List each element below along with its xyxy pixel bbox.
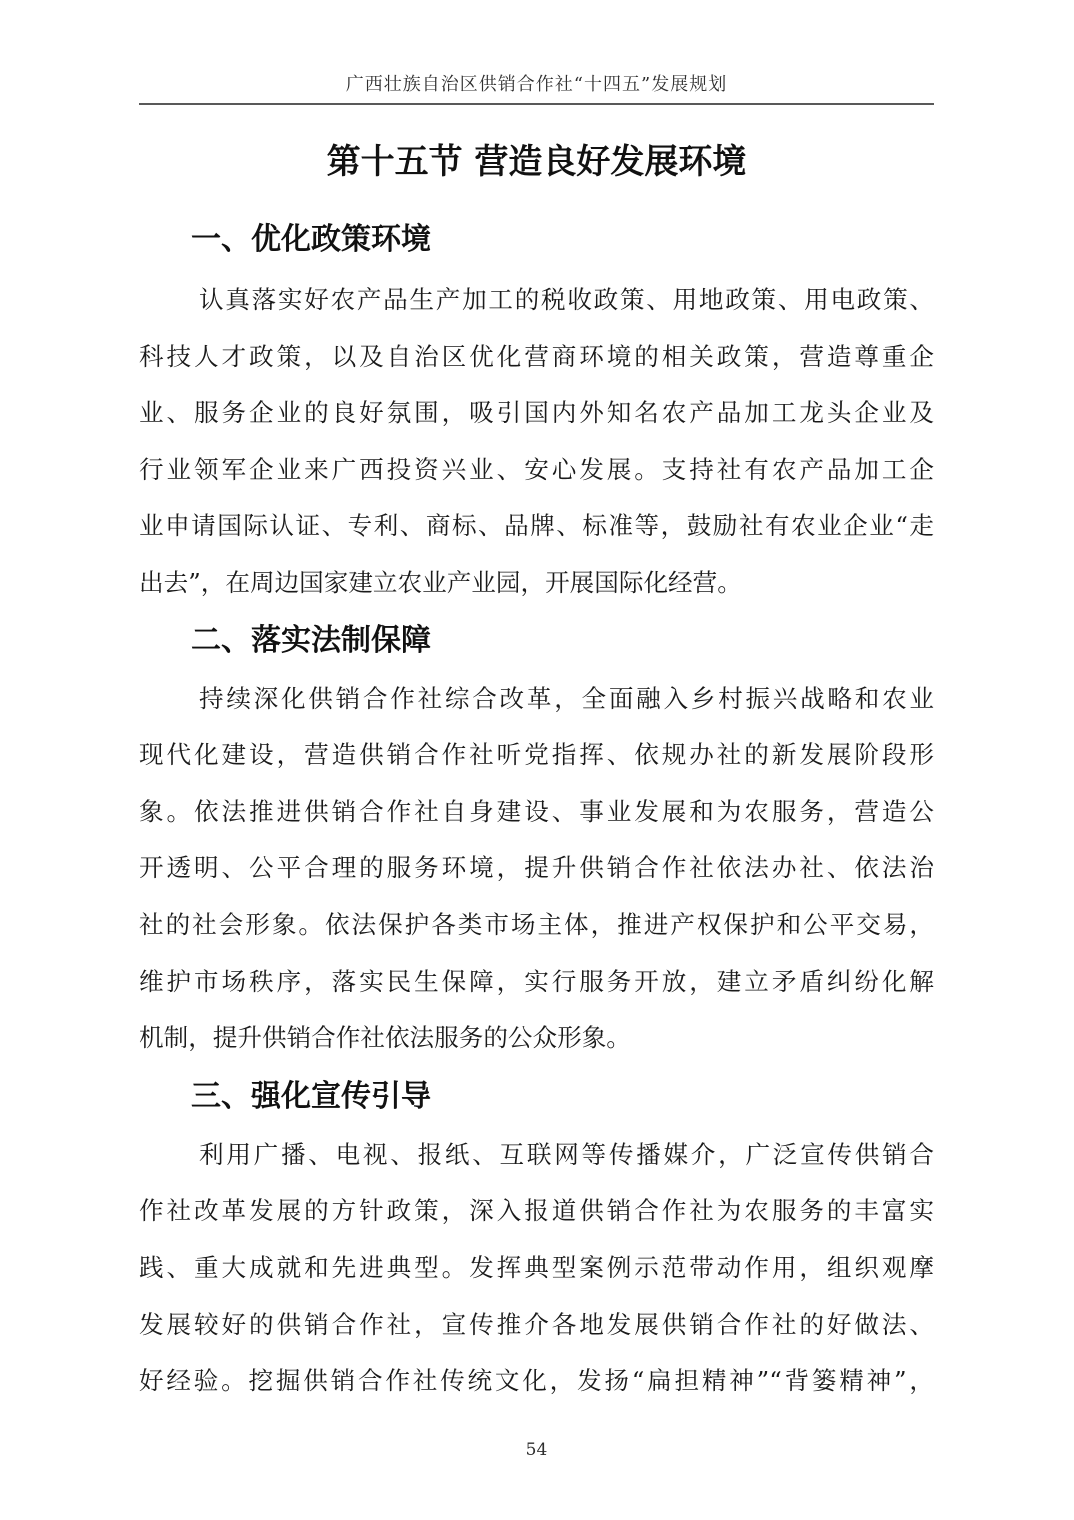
paragraph-line: 维护市场秩序，落实民生保障，实行服务开放，建立矛盾纠纷化解 — [139, 966, 934, 996]
paragraph-line: 业、服务企业的良好氛围，吸引国内外知名农产品加工龙头企业及 — [139, 398, 934, 428]
paragraph-line: 科技人才政策，以及自治区优化营商环境的相关政策，营造尊重企 — [139, 341, 934, 371]
paragraph-line: 出去”，在周边国家建立农业产业园，开展国际化经营。 — [139, 567, 742, 597]
running-header — [139, 74, 934, 105]
paragraph-3 — [139, 1127, 934, 1410]
section-heading-3: 三、强化宣传引导 — [191, 1078, 431, 1114]
paragraph-line: 行业领军企业来广西投资兴业、安心发展。支持社有农产品加工企 — [139, 454, 934, 484]
paragraph-line: 作社改革发展的方针政策，深入报道供销合作社为农服务的丰富实 — [139, 1196, 934, 1226]
paragraph-2 — [139, 671, 934, 1067]
section-heading-1: 一、优化政策环境 — [191, 222, 431, 257]
paragraph-line: 业申请国际认证、专利、商标、品牌、标准等，鼓励社有农业企业“走 — [139, 511, 934, 541]
paragraph-line: 持续深化供销合作社综合改革，全面融入乡村振兴战略和农业 — [199, 683, 934, 713]
paragraph-line: 好经验。挖掘供销合作社传统文化，发扬“扁担精神”“背篓精神”， — [139, 1366, 934, 1396]
paragraph-line: 象。依法推进供销合作社自身建设、事业发展和为农服务，营造公 — [139, 796, 934, 826]
page-title: 第十五节 营造良好发展环境 — [326, 142, 747, 182]
paragraph-line: 开透明、公平合理的服务环境，提升供销合作社依法办社、依法治 — [139, 853, 934, 883]
paragraph-line: 践、重大成就和先进典型。发挥典型案例示范带动作用，组织观摩 — [139, 1252, 934, 1282]
page-number: 54 — [525, 1439, 548, 1460]
paragraph-line: 利用广播、电视、报纸、互联网等传播媒介，广泛宣传供销合 — [199, 1139, 934, 1169]
paragraph-1 — [139, 272, 934, 612]
paragraph-line: 机制，提升供销合作社依法服务的公众形象。 — [139, 1023, 631, 1053]
running-header-text: 广西壮族自治区供销合作社“十四五”发展规划 — [345, 74, 728, 95]
paragraph-line: 认真落实好农产品生产加工的税收政策、用地政策、用电政策、 — [199, 285, 934, 314]
paragraph-line: 社的社会形象。依法保护各类市场主体，推进产权保护和公平交易， — [139, 909, 934, 939]
page-content — [139, 74, 934, 1462]
section-heading-2: 二、落实法制保障 — [191, 622, 431, 658]
paragraph-line: 现代化建设，营造供销合作社听党指挥、依规办社的新发展阶段形 — [139, 740, 934, 770]
paragraph-line: 发展较好的供销合作社，宣传推介各地发展供销合作社的好做法、 — [139, 1309, 934, 1339]
